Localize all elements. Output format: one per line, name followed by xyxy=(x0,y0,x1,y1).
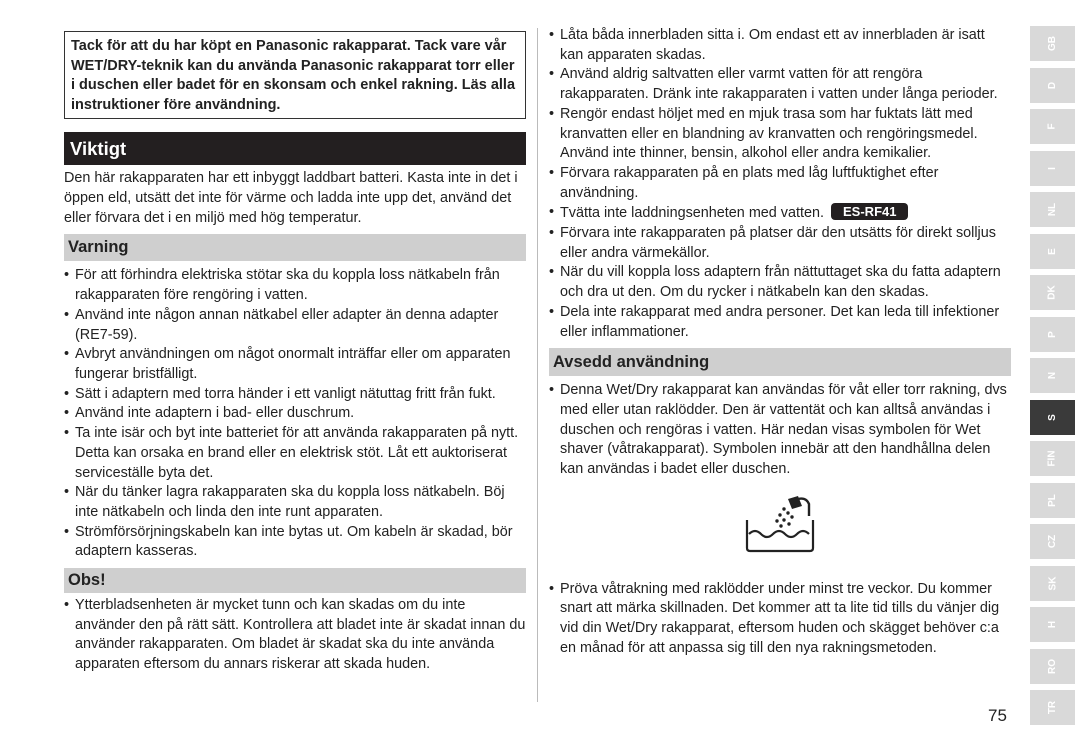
tab-d[interactable]: D xyxy=(1030,68,1075,103)
avsedd-heading: Avsedd användning xyxy=(549,348,1011,376)
list-item: • Förvara rakapparaten på en plats med låg luftfuktighet efter användning. xyxy=(549,164,1011,203)
list-item: • Pröva våtrakning med raklödder under minst tre veckor. Du kommer snart att märka skillnaden. Det kommer att ta lite tid tills du vänjer dig vid din Wet/Dry rakapparat, eftersom huden och skägget behöver c:a en månad för att anpassa sig till den nya rakningsmetoden. xyxy=(549,580,1011,659)
tab-pl[interactable]: PL xyxy=(1030,483,1075,518)
tab-p[interactable]: P xyxy=(1030,317,1075,352)
list-item: • Använd inte någon annan nätkabel eller adapter än denna adapter (RE7-59). xyxy=(64,306,526,345)
tips-list xyxy=(549,580,1011,659)
list-item: • Låta båda innerbladen sitta i. Om endast ett av innerbladen är isatt kan apparaten skadas. xyxy=(549,26,1011,65)
right-column xyxy=(549,26,1011,659)
tab-tr[interactable]: TR xyxy=(1030,690,1075,725)
list-item: • Strömförsörjningskabeln kan inte bytas ut. Om kabeln är skadad, bör adaptern kasseras. xyxy=(64,523,526,562)
tab-dk[interactable]: DK xyxy=(1030,275,1075,310)
list-item: • Rengör endast höljet med en mjuk trasa som har fuktats lätt med kranvatten eller en blandning av kranvatten och rengöringsmedel. Använd inte thinner, bensin, alkohol eller andra kemikalier. xyxy=(549,105,1011,164)
list-item: • Denna Wet/Dry rakapparat kan användas för våt eller torr rakning, dvs med eller utan raklödder. Den är vattentät och kan alltså användas i duschen och rengöras i vatten. Här nedan visas symbolen för Wet shaver (våtrakapparat). Symbolen innebär att den handhållna delen kan användas i badet eller duschen. xyxy=(549,381,1011,480)
list-item: • När du vill koppla loss adaptern från nättuttaget ska du fatta adaptern och dra ut den. Om du rycker i nätkabeln kan den skadas. xyxy=(549,263,1011,302)
obs-heading: Obs! xyxy=(64,568,526,593)
language-tabs xyxy=(1030,26,1075,732)
obs-list xyxy=(64,596,526,675)
intro-box: Tack för att du har köpt en Panasonic rakapparat. Tack vare vår WET/DRY-teknik kan du använda Panasonic rakapparat torr eller i duschen eller badet för en skonsam och enkel rakning. Läs alla instruktioner före användning. xyxy=(64,31,526,119)
column-divider xyxy=(537,28,538,702)
tab-n[interactable]: N xyxy=(1030,358,1075,393)
tab-cz[interactable]: CZ xyxy=(1030,524,1075,559)
tab-gb[interactable]: GB xyxy=(1030,26,1075,61)
tab-e[interactable]: E xyxy=(1030,234,1075,269)
tab-h[interactable]: H xyxy=(1030,607,1075,642)
care-list xyxy=(549,26,1011,342)
wash-text: Tvätta inte laddningsenheten med vatten. xyxy=(560,205,825,222)
list-item: • Förvara inte rakapparaten på platser där den utsätts för direkt solljus eller andra värmekällor. xyxy=(549,224,1011,263)
list-item: • Ytterbladsenheten är mycket tunn och kan skadas om du inte använder den på rätt sätt. Kontrollera att bladet inte är skadat innan du använder rakapparaten. Om bladet är skadat ska du inte använda apparaten eftersom du annars riskerar att skada huden. xyxy=(64,596,526,675)
list-item: • Ta inte isär och byt inte batteriet för att använda rakapparaten på nytt. Detta kan orsaka en brand eller en elektrisk stöt. Låt ett auktoriserat serviceställe byta det. xyxy=(64,424,526,483)
list-item: • Använd inte adaptern i bad- eller duschrum. xyxy=(64,404,526,424)
tab-ro[interactable]: RO xyxy=(1030,649,1075,684)
tab-s[interactable]: S xyxy=(1030,400,1075,435)
varning-list xyxy=(64,266,526,562)
list-item: • Avbryt användningen om något onormalt inträffar eller om apparaten fungerar bristfälligt. xyxy=(64,345,526,384)
list-item: • Använd aldrig saltvatten eller varmt vatten för att rengöra rakapparaten. Dränk inte rakapparaten i vatten under långa perioder. xyxy=(549,65,1011,104)
list-item-wash xyxy=(549,203,1011,224)
wet-shaver-symbol xyxy=(549,494,1011,558)
avsedd-list xyxy=(549,381,1011,480)
tab-sk[interactable]: SK xyxy=(1030,566,1075,601)
left-column xyxy=(64,31,526,675)
viktigt-text: Den här rakapparaten har ett inbyggt laddbart batteri. Kasta inte in det i öppen eld, utsätt det inte för värme och ladda inte upp det, använd det eller förvara det i en miljö med hög temperatur. xyxy=(64,170,518,226)
list-item: • När du tänker lagra rakapparaten ska du koppla loss nätkabeln. Böj inte nätkabeln och linda den inte runt apparaten. xyxy=(64,483,526,522)
varning-heading: Varning xyxy=(64,234,526,261)
model-badge: ES-RF41 xyxy=(831,203,908,220)
page-number: 75 xyxy=(988,706,1007,725)
tab-nl[interactable]: NL xyxy=(1030,192,1075,227)
shower-bath-icon xyxy=(743,494,817,554)
viktigt-heading: Viktigt xyxy=(64,132,526,165)
list-item: • Sätt i adaptern med torra händer i ett vanligt nätuttag fritt från fukt. xyxy=(64,385,526,405)
tab-i[interactable]: I xyxy=(1030,151,1075,186)
tab-fin[interactable]: FIN xyxy=(1030,441,1075,476)
list-item: • För att förhindra elektriska stötar ska du koppla loss nätkabeln från rakapparaten före rengöring i vatten. xyxy=(64,266,526,305)
tab-f[interactable]: F xyxy=(1030,109,1075,144)
list-item: • Dela inte rakapparat med andra personer. Det kan leda till infektioner eller inflammationer. xyxy=(549,303,1011,342)
